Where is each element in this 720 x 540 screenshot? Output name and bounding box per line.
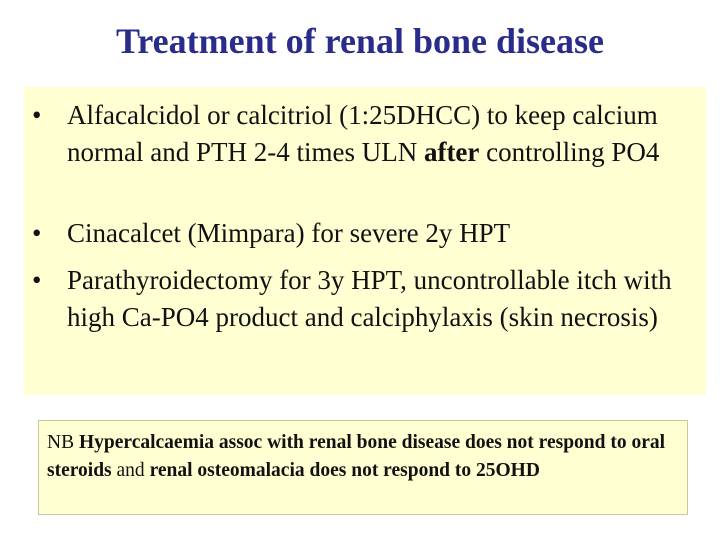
bullet-text-main: Alfacalcidol or calcitriol (1:25DHCC) to keep calcium normal and PTH 2-4 times ULN [67, 100, 658, 167]
note-box [38, 420, 688, 515]
bullet-item-cinacalcet [32, 215, 697, 252]
note-part-3: renal osteomalacia does not respond to 25OHD [149, 460, 540, 481]
bullet-text-emphasis: after [423, 136, 480, 167]
bullet-text [67, 97, 697, 170]
note-part-1: Hypercalcaemia assoc with renal bone disease does not respond to oral steroids [47, 432, 666, 481]
slide-title: Treatment of renal bone disease [116, 21, 604, 61]
bullet-text-end: controlling PO4 [479, 136, 660, 167]
bullet-icon: • [32, 218, 42, 248]
bullet-icon: • [32, 265, 42, 295]
note-prefix: NB [47, 432, 79, 453]
bullet-text: Parathyroidectomy for 3y HPT, uncontrollable itch with high Ca-PO4 product and calciphylaxis (skin necrosis) [67, 265, 672, 332]
bullet-panel [24, 87, 706, 395]
bullet-icon: • [32, 100, 42, 130]
bullet-item-alfacalcidol [32, 97, 697, 170]
note-part-2: and [111, 460, 150, 481]
bullet-item-parathyroidectomy [32, 262, 697, 335]
bullet-text: Cinacalcet (Mimpara) for severe 2y HPT [67, 218, 511, 248]
